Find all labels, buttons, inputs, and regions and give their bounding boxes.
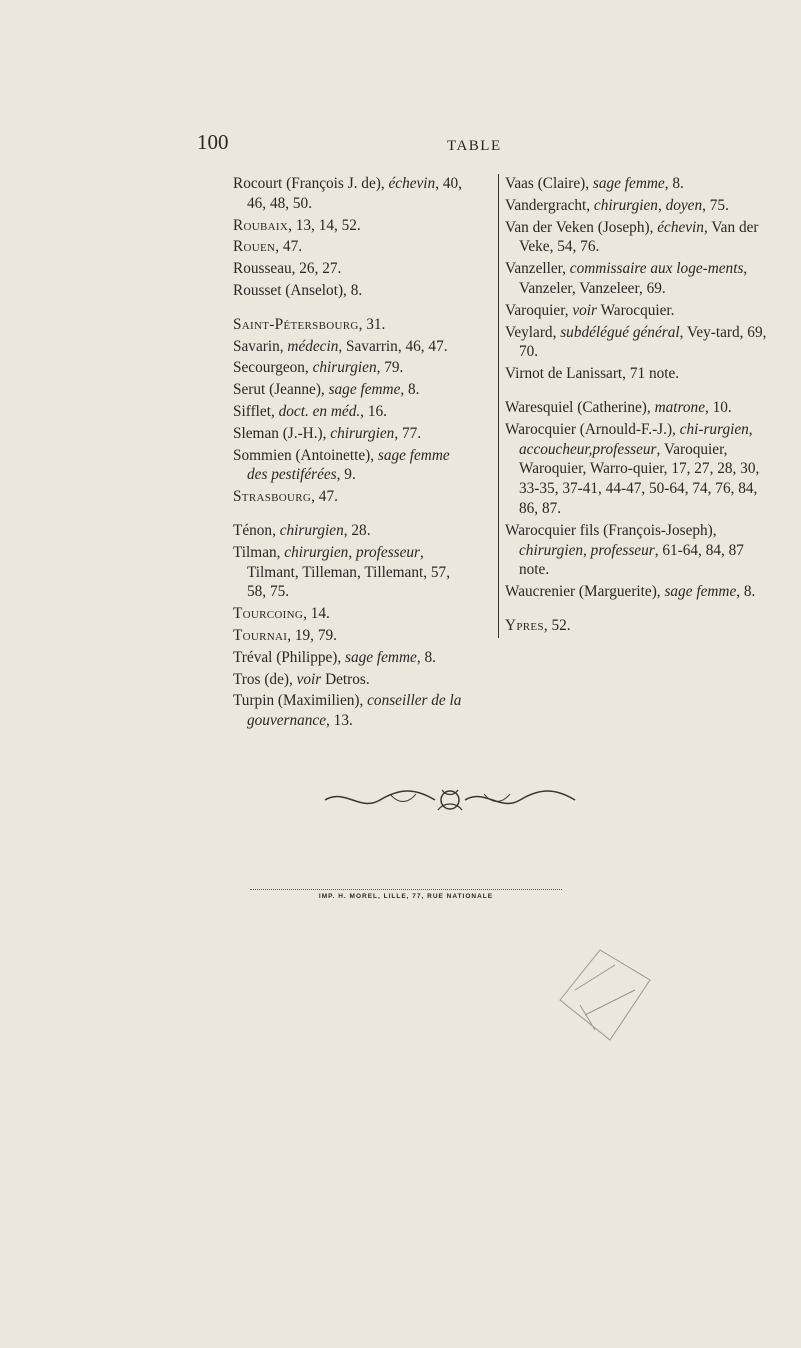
person-name: Vaas (Claire),: [505, 175, 593, 192]
references: , Varoquier, Waroquier, Warro-quier, 17, 27, 28, 30, 33-35, 37-41, 44-47, 50-64, 74, 76, 84, 86, 87.: [519, 440, 760, 517]
index-entry: [233, 237, 465, 257]
separator: ,: [348, 543, 356, 561]
person-name: Varoquier,: [505, 301, 573, 319]
role: échevin: [388, 175, 436, 192]
person-name: Waresquiel (Catherine),: [505, 398, 655, 416]
role: échevin: [657, 218, 704, 236]
person-name: Rocourt (François J. de),: [233, 175, 389, 192]
index-entry: [505, 420, 767, 519]
index-entry: [505, 521, 767, 580]
person-name: Van der Veken (Joseph),: [505, 218, 658, 236]
ornament-icon: [320, 780, 580, 820]
references: , 8.: [664, 175, 684, 192]
person-name: Turpin (Maximilien),: [233, 692, 368, 710]
place-name: Tourcoing: [233, 605, 304, 623]
index-entry: [233, 337, 465, 357]
person-name: Rousset (Anselot), 8.: [233, 281, 363, 299]
references: , Savarrin, 46, 47.: [338, 337, 448, 355]
role: commissaire aux loge-ments: [569, 260, 744, 278]
index-column-right: [498, 174, 767, 638]
references: , Tilmant, Tilleman, Tillemant, 57, 58, 75.: [247, 543, 451, 601]
references: , 16.: [360, 402, 387, 420]
separator: ,: [583, 541, 591, 559]
index-entry: [233, 259, 465, 279]
person-name: Sifflet,: [233, 402, 279, 420]
person-name: Sommien (Antoinette),: [233, 446, 378, 464]
index-entry: [233, 380, 465, 400]
references: , 9.: [336, 466, 356, 484]
references: , 77.: [394, 424, 422, 442]
index-entry: [505, 196, 767, 216]
index-entry: [233, 626, 465, 646]
index-entry: [233, 174, 465, 214]
references: , 47.: [311, 488, 338, 506]
references: , 10.: [704, 398, 732, 416]
references: , 8.: [736, 583, 756, 601]
index-entry: [233, 670, 465, 690]
person-name: Tréval (Philippe),: [233, 648, 346, 666]
separator: ,: [748, 420, 753, 438]
role: sage femme: [345, 648, 417, 666]
person-name: Vanzeller,: [505, 260, 570, 278]
index-entry: [505, 218, 767, 258]
references: , 28.: [343, 521, 371, 539]
person-name: Rousseau, 26, 27.: [233, 260, 342, 278]
index-column-left: [233, 174, 465, 733]
index-entry: [505, 174, 767, 194]
index-entry: [505, 364, 767, 384]
index-entry: [233, 358, 465, 378]
index-entry: [505, 301, 767, 321]
person-name: Veylard,: [505, 323, 561, 341]
library-stamp-icon: [540, 930, 670, 1060]
references: , Van der Veke, 54, 76.: [519, 218, 759, 256]
references: , 79.: [376, 359, 404, 377]
person-name: Warocquier fils (François-Joseph),: [505, 521, 717, 539]
person-name: Secourgeon,: [233, 359, 313, 377]
role: chirurgien: [312, 359, 377, 377]
references: , 13, 14, 52.: [288, 216, 361, 234]
index-entry: [233, 543, 465, 602]
role: chirurgien: [593, 196, 658, 214]
references: , 31.: [358, 315, 386, 333]
index-entry: [233, 315, 465, 335]
role: doyen: [665, 196, 703, 214]
role: médecin: [287, 337, 339, 355]
place-name: Ypres: [505, 616, 544, 634]
references: , 75.: [702, 196, 729, 214]
references: Detros.: [321, 670, 370, 688]
separator: ,: [657, 196, 666, 214]
references: , 47.: [275, 238, 303, 256]
role: sage femme des pestiférées: [247, 446, 450, 484]
index-entry: [233, 281, 465, 301]
references: , 61-64, 84, 87 note.: [519, 541, 744, 579]
person-name: Vandergracht,: [505, 196, 594, 214]
role: matrone: [654, 398, 705, 416]
printer-rule: [250, 889, 562, 890]
role: doct. en méd.: [278, 402, 361, 420]
references: Warocquier.: [597, 301, 675, 319]
place-name: Roubaix: [233, 216, 289, 234]
role: professeur: [590, 541, 655, 559]
index-entry: [233, 402, 465, 422]
references: , 19, 79.: [287, 626, 337, 644]
page-number: 100: [197, 130, 229, 154]
index-entry: [233, 691, 465, 731]
person-name: Savarin,: [233, 337, 288, 355]
role: sage femme: [592, 175, 665, 192]
references: , 52.: [543, 616, 571, 634]
index-entry: [505, 616, 767, 636]
page-heading: TABLE: [447, 138, 502, 154]
role: professeur: [355, 543, 420, 561]
index-entry: [505, 259, 767, 299]
person-name: Virnot de Lanissart, 71 note.: [505, 365, 680, 383]
references: , Vey-tard, 69, 70.: [519, 323, 767, 361]
references: , 8.: [416, 648, 436, 666]
place-name: Strasbourg: [233, 488, 312, 506]
role: subdélégué général: [560, 323, 680, 341]
index-entry: [233, 487, 465, 507]
person-name: Tros (de),: [233, 670, 297, 688]
role: accoucheur,professeur: [519, 440, 657, 458]
index-entry: [233, 521, 465, 541]
printer-imprint: IMP. H. MOREL, LILLE, 77, RUE NATIONALE: [318, 893, 494, 900]
person-name: Warocquier (Arnould-F.-J.),: [505, 420, 680, 438]
role: chirurgien: [519, 541, 584, 559]
index-entry: [233, 216, 465, 236]
references: , 14.: [303, 605, 330, 623]
place-name: Rouen: [233, 238, 276, 256]
index-entry: [505, 582, 767, 602]
place-name: Saint-Pétersbourg: [233, 315, 359, 333]
role: conseiller de la gouvernance: [247, 692, 462, 730]
references: , 13.: [326, 712, 353, 730]
place-name: Tournai: [233, 626, 288, 644]
references: , 40, 46, 48, 50.: [247, 175, 462, 212]
person-name: Ténon,: [233, 521, 280, 539]
index-entry: [233, 446, 465, 486]
index-entry: [233, 424, 465, 444]
references: , 8.: [400, 381, 420, 399]
role: chirurgien: [279, 521, 344, 539]
person-name: Serut (Jeanne),: [233, 381, 329, 399]
role: chirurgien: [284, 543, 349, 561]
person-name: Waucrenier (Marguerite),: [505, 583, 665, 601]
role: sage femme: [664, 583, 737, 601]
role: sage femme: [328, 381, 401, 399]
person-name: Tilman,: [233, 543, 285, 561]
person-name: Sleman (J.-H.),: [233, 424, 331, 442]
role: chirurgien: [330, 424, 395, 442]
index-entry: [233, 604, 465, 624]
index-entry: [505, 323, 767, 363]
role: voir: [296, 670, 322, 688]
role: chi-rurgien: [679, 420, 749, 438]
role: voir: [572, 301, 598, 319]
index-entry: [233, 648, 465, 668]
index-entry: [505, 398, 767, 418]
references: , Vanzeler, Vanzeleer, 69.: [519, 260, 748, 297]
